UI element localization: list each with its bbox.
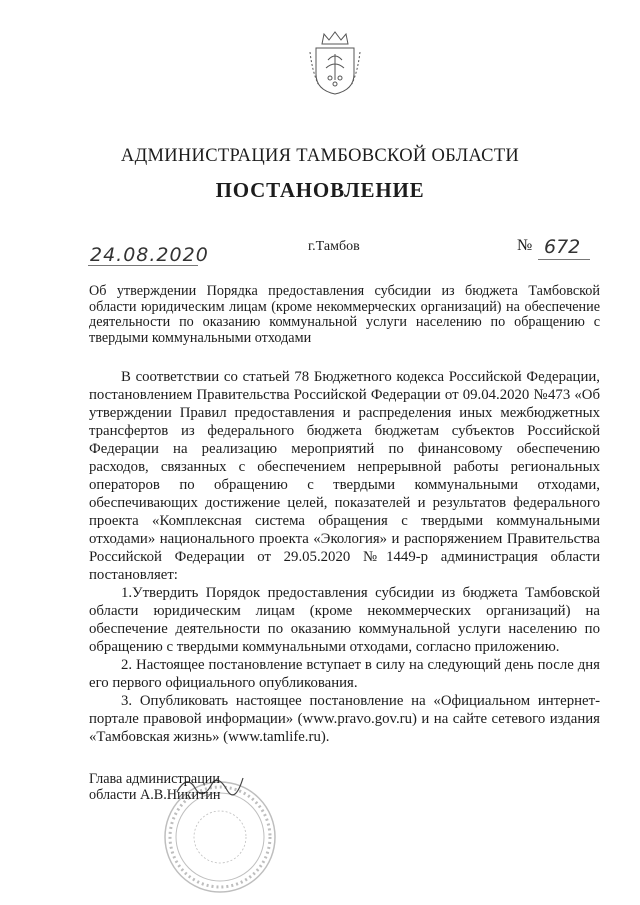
organization-name: АДМИНИСТРАЦИЯ ТАМБОВСКОЙ ОБЛАСТИ [120, 146, 520, 166]
signature-name-line: области А.В.Никитин [89, 786, 221, 803]
document-number: 672 [544, 236, 581, 258]
signature-block [89, 772, 220, 803]
preamble-paragraph: В соответствии со статьей 78 Бюджетного кодекса Российской Федерации, постановлением Правительства Российской Федерации от 09.04.2020 №473 «Об утверждении Правил предоставления и распределения иных межбюджетных трансфертов из федерального бюджета бюджетам субъектов Российской Федерации на реализацию мероприятий по финансовому обеспечению расходов, связанных с обеспечением непрерывной работы региональных операторов по обращению с твердыми коммунальными отходами, обеспечивающих достижение целей, показателей и результатов федерального проекта «Комплексная система обращения с твердыми коммунальными отходами» национального проекта «Экология» и распоряжением Правительства Российской Федерации от 29.05.2020 №1449-р администрация области постановляет: [89, 369, 600, 583]
document-subject: Об утверждении Порядка предоставления субсидии из бюджета Тамбовской области юридическим лицам (кроме некоммерческих организаций) на обеспечение деятельности по оказанию коммунальной услуги населению по обращению с твердыми коммунальными отходами [89, 283, 600, 346]
number-sign: № [517, 237, 533, 254]
document-city: г.Тамбов [308, 239, 360, 254]
item-1-paragraph: 1.Утвердить Порядок предоставления субсидии из бюджета Тамбовской области юридическим лицам (кроме некоммерческих организаций) на обеспечение деятельности по оказанию коммунальной услуги населению по обращению с твердыми коммунальными отходами, согласно приложению. [89, 585, 600, 655]
tambov-coat-of-arms-icon [308, 30, 362, 96]
document-date: 24.08.2020 [90, 244, 209, 266]
document-body [89, 368, 600, 746]
signature-title-line: Глава администрации [89, 771, 220, 787]
number-underline [538, 259, 590, 260]
item-2-paragraph: 2. Настоящее постановление вступает в силу на следующий день после дня его первого официального опубликования. [89, 657, 600, 691]
document-type-title: ПОСТАНОВЛЕНИЕ [215, 178, 425, 202]
item-3-paragraph: 3. Опубликовать настоящее постановление на «Официальном интернет-портале правовой информации» (www.pravo.gov.ru) и на сайте сетевого издания «Тамбовская жизнь» (www.tamlife.ru). [89, 693, 600, 745]
date-underline [88, 265, 198, 266]
